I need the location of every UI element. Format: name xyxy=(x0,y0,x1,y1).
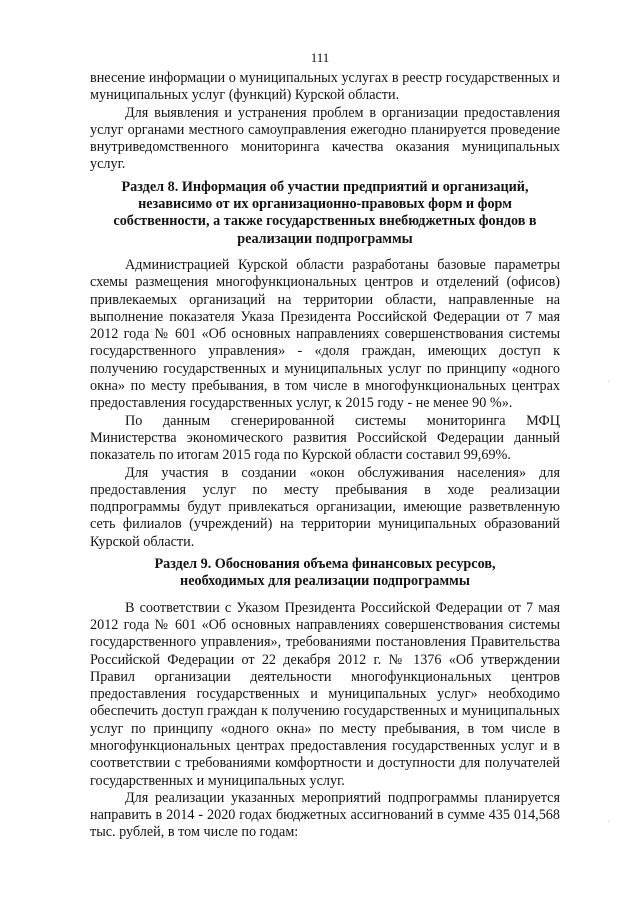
section-8-heading-line: Раздел 8. Информация об участии предприятий и организаций, xyxy=(121,178,529,195)
section-9-paragraph: Для реализации указанных мероприятий подпрограммы планируется направить в 2014 - 2020 годах бюджетных ассигнований в сумме 435 014,568 тыс. рублей, в том числе по годам: xyxy=(90,789,560,841)
page-number: 111 xyxy=(310,50,330,65)
margin-scan-mark: · xyxy=(604,380,612,383)
section-8-heading-line: собственности, а также государственных внебюджетных фондов в xyxy=(113,213,537,230)
section-8-heading-line: реализации подпрограммы xyxy=(237,230,413,247)
document-body xyxy=(90,70,560,842)
section-8-paragraph: Администрацией Курской области разработаны базовые параметры схемы размещения многофункциональных центров и отделений (офисов) привлекаемых организаций на территории области, направленные на выполнение показателя Указа Президента Российской Федерации от 7 мая 2012 года № 601 «Об основных направлениях совершенствования системы государственного управления» - «доля граждан, имеющих доступ к получению государственных и муниципальных услуг по принципу «одного окна» по месту пребывания, в том числе в многофункциональных центрах предоставления государственных услуг, к 2015 году - не менее 90 %». xyxy=(90,256,560,412)
paragraph-continued: внесение информации о муниципальных услугах в реестр государственных и муниципальных услуг (функций) Курской области. xyxy=(90,70,560,104)
margin-scan-mark: · xyxy=(604,820,612,823)
section-9-paragraph: В соответствии с Указом Президента Российской Федерации от 7 мая 2012 года № 601 «Об основных направлениях совершенствования системы государственного управления», требованиями постановления Правительства Российской Федерации от 22 декабря 2012 г. № 1376 «Об утверждении Правил организации деятельности многофункциональных центров предоставления государственных и муниципальных услуг» необходимо обеспечить доступ граждан к получению государственных и муниципальных услуг по принципу «одного окна» по месту пребывания, в том числе в многофункциональных центрах предоставления государственных услуг и в соответствии с требованиями комфортности и доступности для получателей государственных и муниципальных услуг. xyxy=(90,599,560,789)
section-9-heading-line: необходимых для реализации подпрограммы xyxy=(180,573,470,590)
section-9-heading xyxy=(90,556,560,591)
section-8-paragraph: По данным сгенерированной системы мониторинга МФЦ Министерства экономического развития Российской Федерации данный показатель по итогам 2015 года по Курской области составил 99,69%. xyxy=(90,412,560,464)
section-8-heading xyxy=(90,179,560,248)
section-9-heading-line: Раздел 9. Обоснования объема финансовых ресурсов, xyxy=(154,556,496,573)
section-8-heading-line: независимо от их организационно-правовых форм и форм xyxy=(138,196,512,213)
paragraph-monitoring: Для выявления и устранения проблем в организации предоставления услуг органами местного самоуправления ежегодно планируется проведение внутриведомственного мониторинга качества оказания муниципальных услуг. xyxy=(90,104,560,173)
section-8-paragraph: Для участия в создании «окон обслуживания населения» для предоставления услуг по месту пребывания в ходе реализации подпрограммы будут привлекаться организации, имеющие разветвленную сеть филиалов (учреждений) на территории муниципальных образований Курской области. xyxy=(90,464,560,550)
